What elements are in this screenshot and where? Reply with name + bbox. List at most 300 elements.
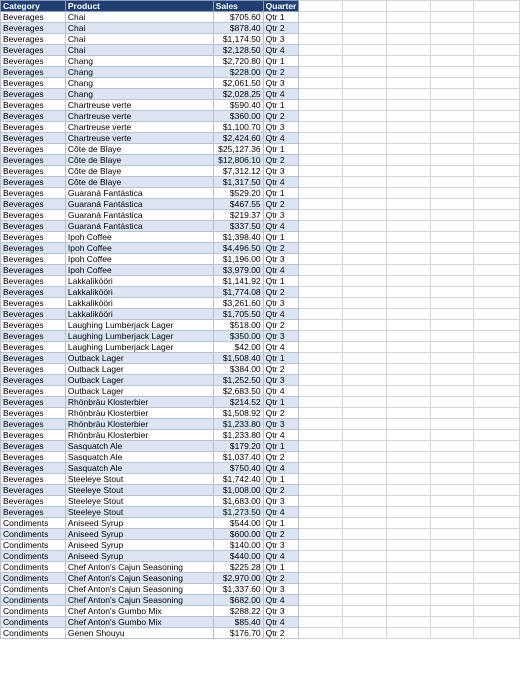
- empty-cell[interactable]: [386, 485, 430, 496]
- empty-cell[interactable]: [474, 573, 520, 584]
- empty-cell[interactable]: [430, 89, 474, 100]
- sales-cell[interactable]: $2,720.80: [213, 56, 263, 67]
- product-cell[interactable]: Sasquatch Ale: [65, 463, 213, 474]
- empty-cell[interactable]: [386, 562, 430, 573]
- empty-cell[interactable]: [386, 298, 430, 309]
- category-cell[interactable]: Condiments: [1, 518, 66, 529]
- quarter-cell[interactable]: Qtr 4: [263, 342, 299, 353]
- empty-cell[interactable]: [474, 56, 520, 67]
- empty-cell[interactable]: [474, 562, 520, 573]
- quarter-cell[interactable]: Qtr 1: [263, 474, 299, 485]
- empty-cell[interactable]: [343, 78, 387, 89]
- quarter-cell[interactable]: Qtr 4: [263, 551, 299, 562]
- empty-cell[interactable]: [299, 243, 343, 254]
- sales-cell[interactable]: $1,233.80: [213, 419, 263, 430]
- empty-cell[interactable]: [299, 474, 343, 485]
- empty-cell[interactable]: [474, 265, 520, 276]
- category-cell[interactable]: Condiments: [1, 617, 66, 628]
- product-cell[interactable]: Chartreuse verte: [65, 133, 213, 144]
- empty-cell[interactable]: [386, 507, 430, 518]
- empty-cell[interactable]: [299, 386, 343, 397]
- header-cell-quarter[interactable]: Quarter: [263, 1, 299, 12]
- product-cell[interactable]: Outback Lager: [65, 364, 213, 375]
- quarter-cell[interactable]: Qtr 3: [263, 496, 299, 507]
- empty-cell[interactable]: [386, 540, 430, 551]
- sales-cell[interactable]: $2,028.25: [213, 89, 263, 100]
- empty-cell[interactable]: [386, 474, 430, 485]
- product-cell[interactable]: Steeleye Stout: [65, 485, 213, 496]
- quarter-cell[interactable]: Qtr 4: [263, 595, 299, 606]
- quarter-cell[interactable]: Qtr 3: [263, 210, 299, 221]
- empty-cell[interactable]: [430, 408, 474, 419]
- empty-cell[interactable]: [386, 89, 430, 100]
- category-cell[interactable]: Condiments: [1, 573, 66, 584]
- category-cell[interactable]: Beverages: [1, 463, 66, 474]
- empty-cell[interactable]: [386, 188, 430, 199]
- sales-cell[interactable]: $85.40: [213, 617, 263, 628]
- category-cell[interactable]: Condiments: [1, 606, 66, 617]
- product-cell[interactable]: Genen Shouyu: [65, 628, 213, 639]
- empty-cell[interactable]: [386, 56, 430, 67]
- empty-cell[interactable]: [430, 364, 474, 375]
- empty-cell[interactable]: [299, 331, 343, 342]
- sales-cell[interactable]: $225.28: [213, 562, 263, 573]
- quarter-cell[interactable]: Qtr 1: [263, 56, 299, 67]
- category-cell[interactable]: Beverages: [1, 232, 66, 243]
- empty-cell[interactable]: [299, 254, 343, 265]
- category-cell[interactable]: Beverages: [1, 507, 66, 518]
- quarter-cell[interactable]: Qtr 2: [263, 199, 299, 210]
- empty-cell[interactable]: [386, 606, 430, 617]
- empty-cell[interactable]: [299, 606, 343, 617]
- product-cell[interactable]: Guaraná Fantástica: [65, 210, 213, 221]
- quarter-cell[interactable]: Qtr 1: [263, 441, 299, 452]
- product-cell[interactable]: Ipoh Coffee: [65, 254, 213, 265]
- empty-cell[interactable]: [343, 89, 387, 100]
- empty-cell[interactable]: [299, 320, 343, 331]
- empty-cell[interactable]: [430, 595, 474, 606]
- empty-cell[interactable]: [343, 474, 387, 485]
- sales-cell[interactable]: $600.00: [213, 529, 263, 540]
- empty-cell[interactable]: [343, 133, 387, 144]
- product-cell[interactable]: Chai: [65, 45, 213, 56]
- category-cell[interactable]: Beverages: [1, 122, 66, 133]
- empty-cell[interactable]: [386, 287, 430, 298]
- empty-cell[interactable]: [386, 342, 430, 353]
- category-cell[interactable]: Beverages: [1, 342, 66, 353]
- empty-cell[interactable]: [299, 617, 343, 628]
- product-cell[interactable]: Aniseed Syrup: [65, 529, 213, 540]
- category-cell[interactable]: Beverages: [1, 397, 66, 408]
- empty-cell[interactable]: [474, 155, 520, 166]
- empty-cell[interactable]: [474, 34, 520, 45]
- empty-cell[interactable]: [299, 441, 343, 452]
- quarter-cell[interactable]: Qtr 2: [263, 320, 299, 331]
- empty-cell[interactable]: [474, 441, 520, 452]
- empty-cell[interactable]: [430, 155, 474, 166]
- empty-cell[interactable]: [386, 595, 430, 606]
- empty-cell[interactable]: [474, 419, 520, 430]
- empty-cell[interactable]: [474, 276, 520, 287]
- sales-cell[interactable]: $214.52: [213, 397, 263, 408]
- quarter-cell[interactable]: Qtr 2: [263, 243, 299, 254]
- empty-cell[interactable]: [299, 397, 343, 408]
- empty-cell[interactable]: [474, 397, 520, 408]
- category-cell[interactable]: Beverages: [1, 485, 66, 496]
- empty-cell[interactable]: [430, 166, 474, 177]
- quarter-cell[interactable]: Qtr 2: [263, 287, 299, 298]
- empty-cell[interactable]: [430, 452, 474, 463]
- empty-cell[interactable]: [299, 342, 343, 353]
- empty-cell[interactable]: [474, 386, 520, 397]
- sales-cell[interactable]: $529.20: [213, 188, 263, 199]
- empty-cell[interactable]: [299, 419, 343, 430]
- product-cell[interactable]: Lakkalikööri: [65, 287, 213, 298]
- quarter-cell[interactable]: Qtr 4: [263, 45, 299, 56]
- sales-cell[interactable]: $350.00: [213, 331, 263, 342]
- empty-cell[interactable]: [386, 617, 430, 628]
- empty-cell[interactable]: [386, 166, 430, 177]
- sales-cell[interactable]: $3,979.00: [213, 265, 263, 276]
- empty-cell[interactable]: [299, 100, 343, 111]
- empty-cell[interactable]: [430, 573, 474, 584]
- empty-cell[interactable]: [343, 298, 387, 309]
- sales-cell[interactable]: $2,683.50: [213, 386, 263, 397]
- empty-cell[interactable]: [299, 188, 343, 199]
- empty-cell[interactable]: [386, 430, 430, 441]
- sales-cell[interactable]: $544.00: [213, 518, 263, 529]
- product-cell[interactable]: Chai: [65, 12, 213, 23]
- category-cell[interactable]: Condiments: [1, 595, 66, 606]
- empty-cell[interactable]: [474, 452, 520, 463]
- category-cell[interactable]: Beverages: [1, 474, 66, 485]
- sales-cell[interactable]: $1,398.40: [213, 232, 263, 243]
- empty-cell[interactable]: [386, 320, 430, 331]
- empty-cell[interactable]: [343, 276, 387, 287]
- empty-cell[interactable]: [299, 309, 343, 320]
- empty-cell[interactable]: [430, 177, 474, 188]
- empty-cell[interactable]: [343, 562, 387, 573]
- empty-cell[interactable]: [474, 67, 520, 78]
- empty-cell[interactable]: [299, 111, 343, 122]
- empty-cell[interactable]: [299, 595, 343, 606]
- empty-cell[interactable]: [299, 364, 343, 375]
- empty-cell[interactable]: [430, 628, 474, 639]
- empty-cell[interactable]: [386, 45, 430, 56]
- empty-cell[interactable]: [474, 364, 520, 375]
- quarter-cell[interactable]: Qtr 3: [263, 298, 299, 309]
- product-cell[interactable]: Côte de Blaye: [65, 166, 213, 177]
- category-cell[interactable]: Beverages: [1, 144, 66, 155]
- sales-cell[interactable]: $2,128.50: [213, 45, 263, 56]
- product-cell[interactable]: Lakkalikööri: [65, 309, 213, 320]
- quarter-cell[interactable]: Qtr 1: [263, 188, 299, 199]
- category-cell[interactable]: Beverages: [1, 386, 66, 397]
- empty-cell[interactable]: [386, 386, 430, 397]
- empty-cell[interactable]: [299, 67, 343, 78]
- quarter-cell[interactable]: Qtr 4: [263, 221, 299, 232]
- product-cell[interactable]: Sasquatch Ale: [65, 441, 213, 452]
- empty-cell[interactable]: [299, 56, 343, 67]
- empty-cell[interactable]: [343, 617, 387, 628]
- empty-cell[interactable]: [343, 463, 387, 474]
- empty-cell[interactable]: [430, 562, 474, 573]
- product-cell[interactable]: Chef Anton's Cajun Seasoning: [65, 573, 213, 584]
- quarter-cell[interactable]: Qtr 4: [263, 133, 299, 144]
- empty-cell[interactable]: [343, 199, 387, 210]
- category-cell[interactable]: Beverages: [1, 364, 66, 375]
- empty-cell[interactable]: [299, 89, 343, 100]
- category-cell[interactable]: Beverages: [1, 67, 66, 78]
- empty-cell[interactable]: [430, 474, 474, 485]
- empty-cell[interactable]: [299, 276, 343, 287]
- product-cell[interactable]: Ipoh Coffee: [65, 243, 213, 254]
- empty-cell[interactable]: [343, 232, 387, 243]
- quarter-cell[interactable]: Qtr 4: [263, 430, 299, 441]
- quarter-cell[interactable]: Qtr 2: [263, 364, 299, 375]
- quarter-cell[interactable]: Qtr 1: [263, 100, 299, 111]
- empty-cell[interactable]: [343, 221, 387, 232]
- empty-cell[interactable]: [386, 78, 430, 89]
- empty-cell[interactable]: [430, 210, 474, 221]
- empty-cell[interactable]: [474, 628, 520, 639]
- empty-cell[interactable]: [299, 562, 343, 573]
- empty-cell[interactable]: [343, 309, 387, 320]
- sales-cell[interactable]: $518.00: [213, 320, 263, 331]
- header-cell-sales[interactable]: Sales: [213, 1, 263, 12]
- empty-cell[interactable]: [343, 45, 387, 56]
- sales-cell[interactable]: $1,100.70: [213, 122, 263, 133]
- sales-cell[interactable]: $176.70: [213, 628, 263, 639]
- product-cell[interactable]: Aniseed Syrup: [65, 551, 213, 562]
- sales-cell[interactable]: $1,774.08: [213, 287, 263, 298]
- product-cell[interactable]: Rhönbräu Klosterbier: [65, 430, 213, 441]
- sales-cell[interactable]: $228.00: [213, 67, 263, 78]
- sales-cell[interactable]: $1,008.00: [213, 485, 263, 496]
- empty-cell[interactable]: [343, 23, 387, 34]
- empty-cell[interactable]: [430, 430, 474, 441]
- empty-cell[interactable]: [430, 276, 474, 287]
- header-cell-category[interactable]: Category: [1, 1, 66, 12]
- empty-cell[interactable]: [299, 34, 343, 45]
- empty-cell[interactable]: [343, 551, 387, 562]
- empty-cell[interactable]: [430, 78, 474, 89]
- product-cell[interactable]: Lakkalikööri: [65, 276, 213, 287]
- empty-cell[interactable]: [343, 507, 387, 518]
- empty-cell[interactable]: [430, 386, 474, 397]
- empty-cell[interactable]: [430, 122, 474, 133]
- empty-cell[interactable]: [430, 320, 474, 331]
- category-cell[interactable]: Beverages: [1, 408, 66, 419]
- empty-cell[interactable]: [474, 133, 520, 144]
- empty-cell[interactable]: [386, 254, 430, 265]
- empty-cell[interactable]: [430, 1, 474, 12]
- empty-cell[interactable]: [430, 441, 474, 452]
- quarter-cell[interactable]: Qtr 2: [263, 111, 299, 122]
- product-cell[interactable]: Aniseed Syrup: [65, 518, 213, 529]
- product-cell[interactable]: Guaraná Fantástica: [65, 188, 213, 199]
- quarter-cell[interactable]: Qtr 4: [263, 89, 299, 100]
- category-cell[interactable]: Beverages: [1, 210, 66, 221]
- empty-cell[interactable]: [343, 408, 387, 419]
- category-cell[interactable]: Beverages: [1, 276, 66, 287]
- product-cell[interactable]: Chang: [65, 78, 213, 89]
- empty-cell[interactable]: [474, 100, 520, 111]
- empty-cell[interactable]: [474, 375, 520, 386]
- product-cell[interactable]: Chai: [65, 23, 213, 34]
- empty-cell[interactable]: [299, 551, 343, 562]
- category-cell[interactable]: Beverages: [1, 12, 66, 23]
- empty-cell[interactable]: [386, 265, 430, 276]
- empty-cell[interactable]: [430, 507, 474, 518]
- empty-cell[interactable]: [299, 507, 343, 518]
- category-cell[interactable]: Condiments: [1, 551, 66, 562]
- category-cell[interactable]: Beverages: [1, 100, 66, 111]
- sales-cell[interactable]: $7,312.12: [213, 166, 263, 177]
- sales-cell[interactable]: $4,496.50: [213, 243, 263, 254]
- quarter-cell[interactable]: Qtr 3: [263, 540, 299, 551]
- quarter-cell[interactable]: Qtr 3: [263, 375, 299, 386]
- quarter-cell[interactable]: Qtr 3: [263, 331, 299, 342]
- empty-cell[interactable]: [474, 485, 520, 496]
- empty-cell[interactable]: [343, 100, 387, 111]
- product-cell[interactable]: Rhönbräu Klosterbier: [65, 419, 213, 430]
- empty-cell[interactable]: [474, 606, 520, 617]
- category-cell[interactable]: Beverages: [1, 133, 66, 144]
- empty-cell[interactable]: [299, 287, 343, 298]
- empty-cell[interactable]: [343, 628, 387, 639]
- empty-cell[interactable]: [299, 155, 343, 166]
- empty-cell[interactable]: [386, 419, 430, 430]
- empty-cell[interactable]: [299, 1, 343, 12]
- product-cell[interactable]: Lakkalikööri: [65, 298, 213, 309]
- product-cell[interactable]: Chartreuse verte: [65, 122, 213, 133]
- empty-cell[interactable]: [386, 232, 430, 243]
- empty-cell[interactable]: [343, 397, 387, 408]
- sales-cell[interactable]: $1,508.92: [213, 408, 263, 419]
- empty-cell[interactable]: [430, 67, 474, 78]
- product-cell[interactable]: Chef Anton's Gumbo Mix: [65, 606, 213, 617]
- empty-cell[interactable]: [343, 122, 387, 133]
- empty-cell[interactable]: [474, 188, 520, 199]
- empty-cell[interactable]: [386, 100, 430, 111]
- product-cell[interactable]: Chartreuse verte: [65, 100, 213, 111]
- empty-cell[interactable]: [299, 375, 343, 386]
- category-cell[interactable]: Condiments: [1, 562, 66, 573]
- empty-cell[interactable]: [299, 298, 343, 309]
- quarter-cell[interactable]: Qtr 2: [263, 67, 299, 78]
- quarter-cell[interactable]: Qtr 2: [263, 529, 299, 540]
- empty-cell[interactable]: [474, 23, 520, 34]
- empty-cell[interactable]: [386, 199, 430, 210]
- category-cell[interactable]: Beverages: [1, 496, 66, 507]
- category-cell[interactable]: Beverages: [1, 309, 66, 320]
- quarter-cell[interactable]: Qtr 2: [263, 573, 299, 584]
- empty-cell[interactable]: [343, 166, 387, 177]
- empty-cell[interactable]: [299, 452, 343, 463]
- sales-cell[interactable]: $1,273.50: [213, 507, 263, 518]
- sales-cell[interactable]: $1,252.50: [213, 375, 263, 386]
- empty-cell[interactable]: [430, 353, 474, 364]
- empty-cell[interactable]: [430, 100, 474, 111]
- empty-cell[interactable]: [299, 265, 343, 276]
- empty-cell[interactable]: [430, 254, 474, 265]
- empty-cell[interactable]: [474, 210, 520, 221]
- sales-cell[interactable]: $2,970.00: [213, 573, 263, 584]
- empty-cell[interactable]: [430, 375, 474, 386]
- empty-cell[interactable]: [386, 452, 430, 463]
- sales-cell[interactable]: $1,141.92: [213, 276, 263, 287]
- empty-cell[interactable]: [343, 287, 387, 298]
- sales-cell[interactable]: $705.60: [213, 12, 263, 23]
- empty-cell[interactable]: [474, 12, 520, 23]
- quarter-cell[interactable]: Qtr 3: [263, 78, 299, 89]
- quarter-cell[interactable]: Qtr 4: [263, 265, 299, 276]
- empty-cell[interactable]: [343, 320, 387, 331]
- category-cell[interactable]: Beverages: [1, 265, 66, 276]
- empty-cell[interactable]: [386, 353, 430, 364]
- category-cell[interactable]: Beverages: [1, 452, 66, 463]
- category-cell[interactable]: Beverages: [1, 430, 66, 441]
- quarter-cell[interactable]: Qtr 4: [263, 177, 299, 188]
- empty-cell[interactable]: [343, 386, 387, 397]
- empty-cell[interactable]: [343, 243, 387, 254]
- product-cell[interactable]: Chef Anton's Gumbo Mix: [65, 617, 213, 628]
- empty-cell[interactable]: [474, 298, 520, 309]
- sales-cell[interactable]: $590.40: [213, 100, 263, 111]
- product-cell[interactable]: Chartreuse verte: [65, 111, 213, 122]
- empty-cell[interactable]: [430, 584, 474, 595]
- empty-cell[interactable]: [430, 551, 474, 562]
- empty-cell[interactable]: [386, 463, 430, 474]
- quarter-cell[interactable]: Qtr 3: [263, 419, 299, 430]
- quarter-cell[interactable]: Qtr 1: [263, 232, 299, 243]
- empty-cell[interactable]: [430, 56, 474, 67]
- empty-cell[interactable]: [474, 507, 520, 518]
- product-cell[interactable]: Chang: [65, 67, 213, 78]
- empty-cell[interactable]: [474, 353, 520, 364]
- empty-cell[interactable]: [299, 529, 343, 540]
- empty-cell[interactable]: [386, 221, 430, 232]
- empty-cell[interactable]: [299, 573, 343, 584]
- empty-cell[interactable]: [430, 111, 474, 122]
- empty-cell[interactable]: [343, 573, 387, 584]
- empty-cell[interactable]: [343, 12, 387, 23]
- empty-cell[interactable]: [299, 232, 343, 243]
- sales-cell[interactable]: $1,317.50: [213, 177, 263, 188]
- empty-cell[interactable]: [343, 1, 387, 12]
- sales-cell[interactable]: $2,424.60: [213, 133, 263, 144]
- empty-cell[interactable]: [474, 309, 520, 320]
- empty-cell[interactable]: [343, 606, 387, 617]
- quarter-cell[interactable]: Qtr 1: [263, 353, 299, 364]
- empty-cell[interactable]: [386, 584, 430, 595]
- empty-cell[interactable]: [386, 155, 430, 166]
- empty-cell[interactable]: [343, 353, 387, 364]
- empty-cell[interactable]: [386, 496, 430, 507]
- empty-cell[interactable]: [474, 45, 520, 56]
- sales-cell[interactable]: $1,196.00: [213, 254, 263, 265]
- sales-cell[interactable]: $1,337.60: [213, 584, 263, 595]
- category-cell[interactable]: Beverages: [1, 287, 66, 298]
- sales-cell[interactable]: $1,233.80: [213, 430, 263, 441]
- empty-cell[interactable]: [430, 232, 474, 243]
- empty-cell[interactable]: [343, 595, 387, 606]
- empty-cell[interactable]: [386, 573, 430, 584]
- empty-cell[interactable]: [299, 430, 343, 441]
- empty-cell[interactable]: [343, 496, 387, 507]
- product-cell[interactable]: Rhönbräu Klosterbier: [65, 397, 213, 408]
